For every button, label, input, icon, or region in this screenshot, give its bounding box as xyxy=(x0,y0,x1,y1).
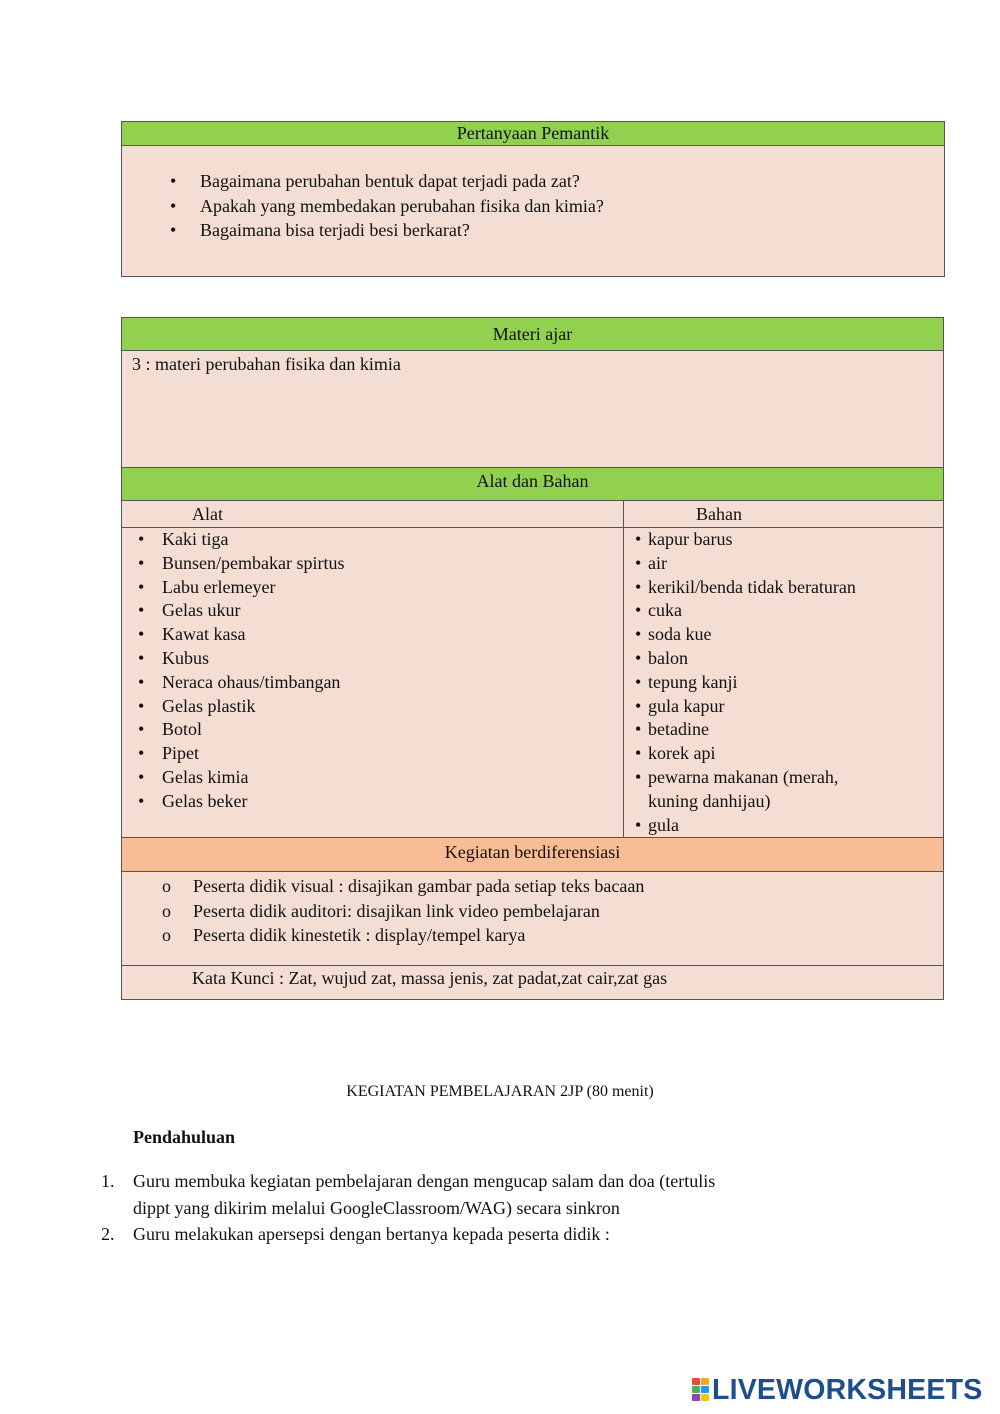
bullet-icon: • xyxy=(635,529,642,549)
liveworksheets-logo-icon xyxy=(692,1378,710,1402)
list-item: • Kawat kasa xyxy=(138,624,246,645)
bullet-icon: • xyxy=(170,195,177,216)
diferensiasi-title: Kegiatan berdiferensiasi xyxy=(444,842,621,862)
diferensiasi-header xyxy=(121,837,944,872)
alat-bahan-title: Alat dan Bahan xyxy=(476,471,589,491)
bullet-icon: • xyxy=(138,647,145,668)
bullet-icon: • xyxy=(635,743,642,764)
list-item: • Botol xyxy=(138,719,203,740)
bullet-icon: • xyxy=(138,624,145,645)
list-item: • Gelas plastik xyxy=(138,695,256,716)
bullet-icon: • xyxy=(138,719,145,740)
bullet-icon: • xyxy=(635,671,642,692)
pemantik-header xyxy=(121,121,945,146)
pemantik-title: Pertanyaan Pemantik xyxy=(456,123,610,143)
list-item: o Peserta didik visual : disajikan gambar pada setiap teks bacaan xyxy=(162,876,645,896)
list-item: • kapur barus xyxy=(635,528,935,552)
pemantik-question: • Bagaimana perubahan bentuk dapat terjadi pada zat? xyxy=(170,171,580,191)
logo-block xyxy=(701,1378,709,1385)
bullet-icon: • xyxy=(138,695,145,716)
materi-content: 3 : materi perubahan fisika dan kimia xyxy=(132,354,401,374)
bullet-icon: • xyxy=(635,624,642,645)
bullet-icon: • xyxy=(635,814,642,835)
step-item xyxy=(101,1168,741,1221)
list-item: • pewarna makanan (merah, kuning danhijau) xyxy=(635,766,839,811)
step-text: Guru membuka kegiatan pembelajaran dengan mengucap salam dan doa (tertulis dippt yang dikirim melalui GoogleClassroom/WAG) secara sinkron xyxy=(133,1171,716,1218)
materi-title: Materi ajar xyxy=(492,324,573,344)
kata-kunci: Kata Kunci : Zat, wujud zat, massa jenis, zat padat,zat cair,zat gas xyxy=(192,968,668,988)
step-number: 2. xyxy=(101,1224,115,1244)
list-item: • soda kue xyxy=(635,623,935,647)
list-item: • Gelas beker xyxy=(138,790,248,811)
list-item: • korek api xyxy=(635,742,935,766)
circle-bullet-icon: o xyxy=(162,925,171,945)
alat-bahan-header xyxy=(121,467,944,502)
materi-body xyxy=(121,350,944,469)
logo-block xyxy=(692,1378,700,1385)
list-item: • cuka xyxy=(635,599,935,623)
bullet-icon: • xyxy=(170,220,177,240)
list-item: • air xyxy=(635,552,935,576)
list-item: • kerikil/benda tidak beraturan xyxy=(635,576,935,600)
alat-cell xyxy=(121,527,624,838)
bahan-list xyxy=(635,528,935,837)
list-item: • balon xyxy=(635,647,935,671)
list-item: o Peserta didik kinestetik : display/tempel karya xyxy=(162,925,526,945)
bullet-icon: • xyxy=(635,695,642,716)
list-item: • Labu erlemeyer xyxy=(138,576,276,597)
list-item: • Kaki tiga xyxy=(138,529,229,549)
list-item: • gula kapur xyxy=(635,695,935,719)
pemantik-body xyxy=(121,145,945,277)
bahan-cell xyxy=(623,527,944,838)
logo-block xyxy=(701,1394,709,1401)
watermark-text: LIVEWORKSHEETS xyxy=(712,1374,983,1406)
bullet-icon: • xyxy=(138,576,145,597)
liveworksheets-watermark xyxy=(692,1375,982,1405)
bullet-icon: • xyxy=(170,171,177,191)
bullet-icon: • xyxy=(635,647,642,668)
logo-block xyxy=(701,1386,709,1393)
bahan-column-header: Bahan xyxy=(623,500,944,528)
list-item: • Gelas kimia xyxy=(138,766,249,787)
bullet-icon: • xyxy=(138,766,145,787)
list-item: • Neraca ohaus/timbangan xyxy=(138,671,341,692)
bullet-icon: • xyxy=(138,671,145,692)
bullet-icon: • xyxy=(635,719,642,740)
list-item: • betadine xyxy=(635,718,935,742)
circle-bullet-icon: o xyxy=(162,900,171,921)
bullet-icon: • xyxy=(635,600,642,621)
bullet-icon: • xyxy=(138,600,145,621)
bullet-icon: • xyxy=(635,552,642,573)
kegiatan-title: KEGIATAN PEMBELAJARAN 2JP (80 menit) xyxy=(346,1083,654,1100)
list-item: • gula xyxy=(635,814,935,838)
step-item xyxy=(101,1221,741,1248)
list-item: • Kubus xyxy=(138,647,210,668)
step-text: Guru melakukan apersepsi dengan bertanya kepada peserta didik : xyxy=(133,1224,610,1244)
logo-block xyxy=(692,1394,700,1401)
diferensiasi-list xyxy=(162,874,644,948)
alat-list xyxy=(138,528,344,814)
list-item: • Bunsen/pembakar spirtus xyxy=(138,552,345,573)
step-number: 1. xyxy=(101,1171,115,1191)
pemantik-question-list xyxy=(170,169,604,243)
logo-block xyxy=(692,1386,700,1393)
steps-list xyxy=(101,1168,741,1248)
materi-header xyxy=(121,317,944,352)
list-item: • Pipet xyxy=(138,743,200,764)
bullet-icon: • xyxy=(138,743,145,764)
list-item: o Peserta didik auditori: disajikan link video pembelajaran xyxy=(162,900,600,921)
bullet-icon: • xyxy=(635,766,642,787)
bullet-icon: • xyxy=(138,790,145,811)
pemantik-question: • Bagaimana bisa terjadi besi berkarat? xyxy=(170,220,470,240)
kata-kunci-row xyxy=(121,965,944,1000)
pemantik-question: • Apakah yang membedakan perubahan fisika dan kimia? xyxy=(170,195,604,216)
bullet-icon: • xyxy=(635,576,642,597)
alat-column-header: Alat xyxy=(121,500,624,528)
bullet-icon: • xyxy=(138,552,145,573)
section-heading: Pendahuluan xyxy=(133,1127,236,1147)
diferensiasi-body xyxy=(121,871,944,967)
list-item: • Gelas ukur xyxy=(138,600,241,621)
circle-bullet-icon: o xyxy=(162,876,171,896)
list-item: • tepung kanji xyxy=(635,671,935,695)
bullet-icon: • xyxy=(138,529,145,549)
